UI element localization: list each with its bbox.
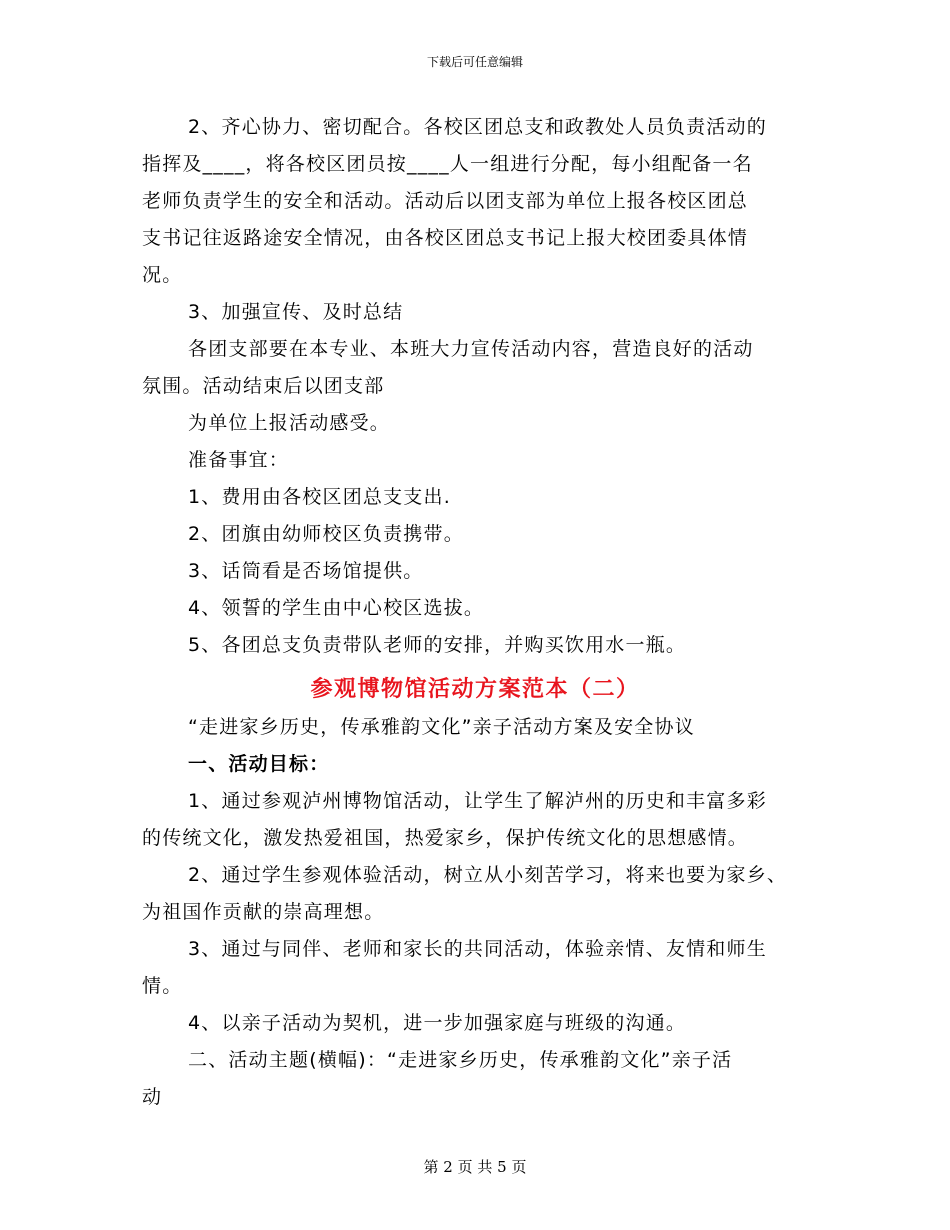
- paragraph-line: 指挥及____，将各校区团员按____人一组进行分配，每小组配备一名: [142, 153, 753, 175]
- paragraph-line: 况。: [142, 264, 183, 286]
- page-header: 下载后可任意编辑: [426, 55, 523, 69]
- paragraph-line: 二、活动主题(横幅)：“走进家乡历史，传承雅韵文化”亲子活: [188, 1049, 733, 1071]
- paragraph-line: 为单位上报活动感受。: [188, 412, 391, 434]
- paragraph-line: 准备事宜：: [188, 449, 290, 471]
- paragraph-line: 的传统文化，激发热爱祖国，热爱家乡，保护传统文化的思想感情。: [142, 827, 749, 849]
- paragraph-line: 3、加强宣传、及时总结: [188, 301, 404, 323]
- paragraph-line: 2、通过学生参观体验活动，树立从小刻苦学习，将来也要为家乡、: [188, 864, 788, 886]
- paragraph-line: 支书记往返路途安全情况，由各校区团总支书记上报大校团委具体情: [142, 227, 749, 249]
- paragraph-line: 情。: [142, 975, 183, 997]
- list-item: 4、领誓的学生由中心校区选拔。: [188, 597, 485, 619]
- paragraph-line: 4、以亲子活动为契机，进一步加强家庭与班级的沟通。: [188, 1012, 687, 1034]
- paragraph-line: 各团支部要在本专业、本班大力宣传活动内容，营造良好的活动: [188, 338, 754, 360]
- list-item: 3、话筒看是否场馆提供。: [188, 560, 424, 582]
- paragraph-line: 老师负责学生的安全和活动。活动后以团支部为单位上报各校区团总: [142, 190, 749, 212]
- list-item: 1、费用由各校区团总支支出.: [188, 486, 451, 508]
- paragraph-line: 动: [142, 1086, 163, 1108]
- list-item: 2、团旗由幼师校区负责携带。: [188, 523, 464, 545]
- paragraph-line: 3、通过与同伴、老师和家长的共同活动，体验亲情、友情和师生: [188, 938, 767, 960]
- list-item: 5、各团总支负责带队老师的安排，并购买饮用水一瓶。: [188, 634, 687, 656]
- page-footer: 第 2 页 共 5 页: [423, 1158, 527, 1176]
- section-title: 参观博物馆活动方案范本（二）: [310, 676, 640, 702]
- paragraph-line: 氛围。活动结束后以团支部: [142, 375, 385, 397]
- section-heading: 一、活动目标：: [188, 753, 330, 775]
- paragraph-line: 为祖国作贡献的崇高理想。: [142, 901, 385, 923]
- paragraph-line: 2、齐心协力、密切配合。各校区团总支和政教处人员负责活动的: [188, 116, 767, 138]
- subtitle-line: “走进家乡历史，传承雅韵文化”亲子活动方案及安全协议: [188, 716, 695, 738]
- paragraph-line: 1、通过参观泸州博物馆活动，让学生了解泸州的历史和丰富多彩: [188, 790, 767, 812]
